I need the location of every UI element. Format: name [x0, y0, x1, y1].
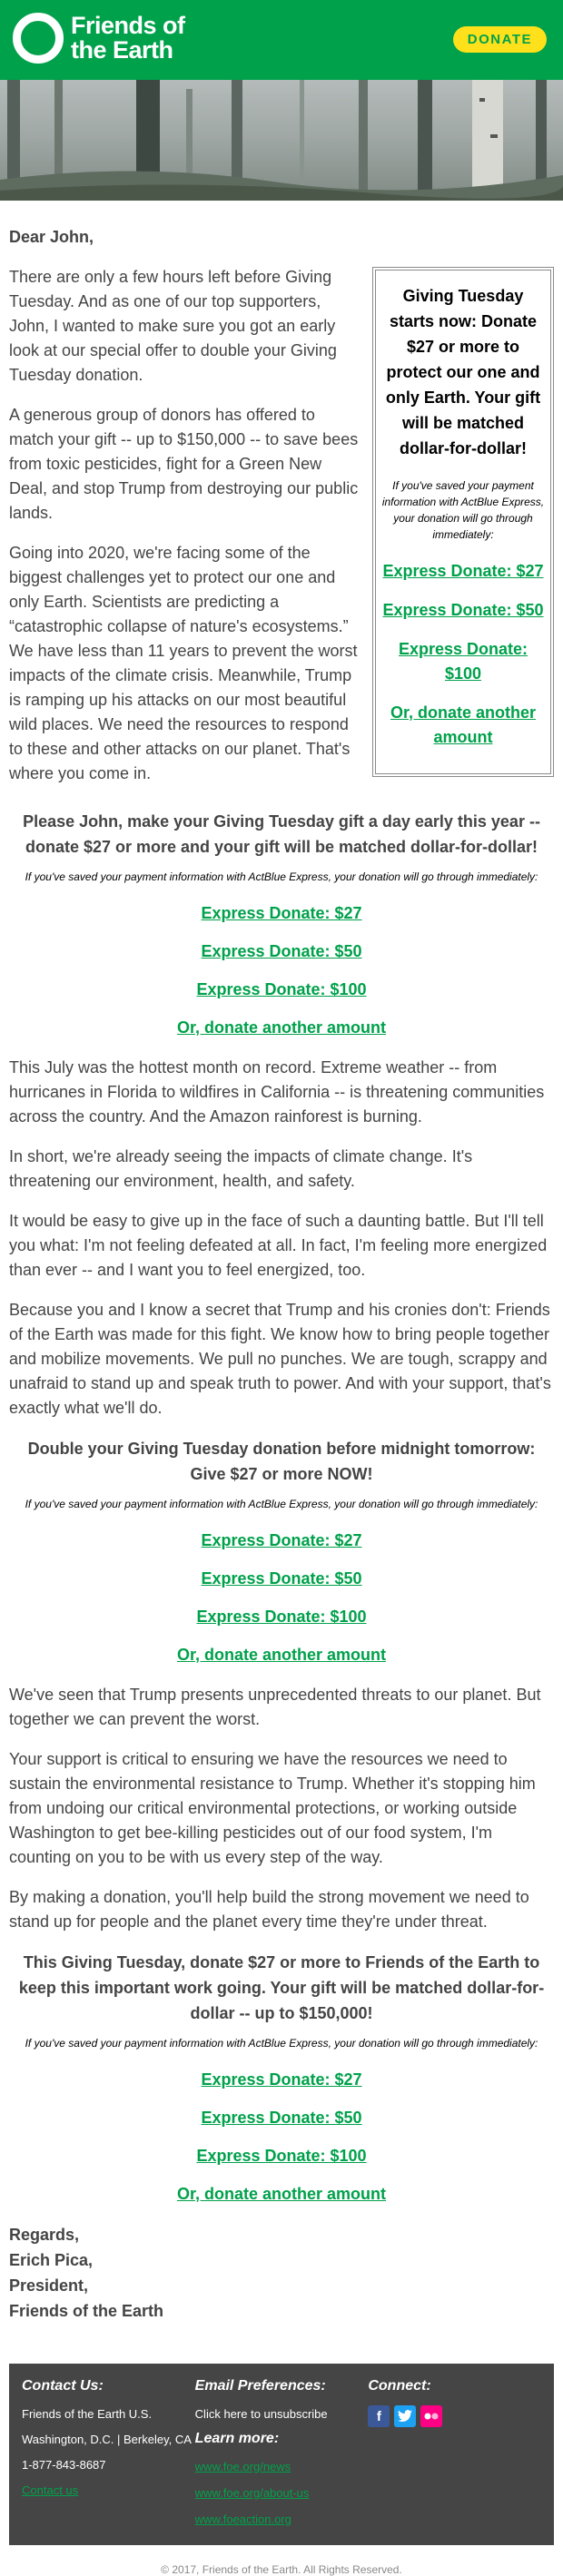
late-paragraph-3: By making a donation, you'll help build the strong movement we need to stand up for people and the planet every time they're under threat.: [9, 1888, 529, 1931]
mid-paragraph-2: In short, we're already seeing the impacts of climate change. It's threatening our environment, health, and safety.: [9, 1147, 473, 1190]
cta-3-express-donate-100[interactable]: Express Donate: $100: [196, 2147, 367, 2165]
footer-learn-link-action[interactable]: www.foeaction.org: [194, 2512, 291, 2526]
intro-paragraph-1: There are only a few hours left before Giving Tuesday. And as one of our top supporters, John, I wanted to make sure you got an early look at our special offer to double your Giving Tuesday donation.: [9, 268, 337, 384]
logo-ring-icon: [13, 13, 64, 64]
header: [0, 0, 563, 80]
footer-unsubscribe-link[interactable]: Click here to unsubscribe: [194, 2407, 328, 2421]
mid-paragraph-4: Because you and I know a secret that Trump and his cronies don't: Friends of the Earth was made for this fight. We know how to bring people together and mobilize movements. We pull no punches. We are tough, scrappy and unafraid to stand up and speak truth to power. And with your support, that's exactly what we'll do.: [9, 1301, 551, 1417]
sidebar-express-donate-27[interactable]: Express Donate: $27: [382, 562, 544, 580]
footer-phone: 1-877-843-8687: [22, 2458, 106, 2472]
hero-forest-image: [0, 80, 563, 201]
cta-2-express-donate-50[interactable]: Express Donate: $50: [201, 1569, 362, 1588]
cta-block-3: [9, 2035, 554, 2204]
sidebar-donate-other-amount[interactable]: Or, donate another amount: [390, 703, 537, 746]
logo-text: [71, 14, 252, 63]
signoff-regards: Regards,: [9, 2226, 80, 2244]
sidebar-express-donate-50[interactable]: Express Donate: $50: [382, 601, 544, 619]
cta-1-note: If you've saved your payment information with ActBlue Express, your donation will go through immediately:: [25, 870, 538, 883]
cta-2-express-donate-100[interactable]: Express Donate: $100: [196, 1608, 367, 1626]
cta-1-express-donate-27[interactable]: Express Donate: $27: [201, 904, 362, 922]
footer-learn-link-about[interactable]: www.foe.org/about-us: [194, 2486, 310, 2500]
cta-2-donate-other-amount[interactable]: Or, donate another amount: [176, 1646, 387, 1664]
forest-illustration: [0, 80, 563, 201]
intro-paragraph-2: A generous group of donors has offered to match your gift -- up to $150,000 -- to save bees from toxic pesticides, fight for a Green New Deal, and stop Trump from destroying our public lands.: [9, 406, 359, 522]
cta-2-note: If you've saved your payment information with ActBlue Express, your donation will go through immediately:: [25, 1498, 538, 1510]
cta-1-donate-other-amount[interactable]: Or, donate another amount: [176, 1018, 387, 1037]
flickr-icon[interactable]: [420, 2405, 442, 2427]
footer-location: Washington, D.C. | Berkeley, CA: [22, 2433, 192, 2446]
late-paragraph-2: Your support is critical to ensuring we have the resources we need to sustain the environmental resistance to Trump. Whether it's stopping him from undoing our critical environmental protections, or working outside Washington to get bee-killing pesticides out of our food system, I'm counting on you to be with us every step of the way.: [9, 1750, 536, 1866]
logo-line-1: Friends of: [71, 12, 185, 39]
signoff-org: Friends of the Earth: [9, 2302, 164, 2320]
signoff: [9, 2222, 554, 2324]
footer-connect-heading: Connect:: [368, 2378, 431, 2394]
mid-paragraph-1: This July was the hottest month on record. Extreme weather -- from hurricanes in Florida to wildfires in California -- is threatening communities across the country. And the Amazon rainforest is burning.: [9, 1058, 545, 1126]
sidebar-title: Giving Tuesday starts now: Donate $27 or more to protect our one and only Earth. Your gift will be matched dollar-for-dollar!: [385, 287, 541, 457]
greeting: Dear John,: [9, 228, 94, 246]
cta-2-express-donate-27[interactable]: Express Donate: $27: [201, 1531, 362, 1549]
cta-3-donate-other-amount[interactable]: Or, donate another amount: [176, 2185, 387, 2203]
footer-learn-heading: Learn more:: [194, 2431, 280, 2446]
footer-email-heading: Email Preferences:: [194, 2378, 326, 2394]
signoff-name: Erich Pica,: [9, 2251, 94, 2269]
footer: [9, 2364, 554, 2545]
donate-button[interactable]: DONATE: [453, 26, 547, 53]
social-icons: [368, 2405, 541, 2427]
mid-paragraph-3: It would be easy to give up in the face of such a daunting battle. But I'll tell you what: I'm not feeling defeated at all. In fact, I'm feeling more energized than ever -- and I want you to feel energized, too.: [9, 1212, 548, 1279]
cta-3-express-donate-50[interactable]: Express Donate: $50: [201, 2109, 362, 2127]
logo-line-2: the Earth: [71, 36, 173, 64]
cta-3-express-donate-27[interactable]: Express Donate: $27: [201, 2070, 362, 2089]
appeal-1: Please John, make your Giving Tuesday gift a day early this year -- donate $27 or more and your gift will be matched dollar-for-dollar!: [23, 812, 540, 856]
cta-3-note: If you've saved your payment information with ActBlue Express, your donation will go through immediately:: [25, 2037, 538, 2050]
footer-contact: [22, 2378, 195, 2534]
footer-org: Friends of the Earth U.S.: [22, 2407, 153, 2421]
cta-block-1: [9, 869, 554, 1037]
twitter-icon[interactable]: [394, 2405, 416, 2427]
signoff-title: President,: [9, 2276, 89, 2295]
logo[interactable]: [13, 13, 252, 64]
appeal-3: This Giving Tuesday, donate $27 or more to Friends of the Earth to keep this important work going. Your gift will be matched dollar-for-dollar -- up to $150,000!: [18, 1953, 545, 2022]
facebook-icon[interactable]: f: [368, 2405, 390, 2427]
footer-email-prefs: [195, 2378, 369, 2534]
sidebar-express-donate-100[interactable]: Express Donate: $100: [398, 640, 528, 683]
late-paragraph-1: We've seen that Trump presents unprecedented threats to our planet. But together we can prevent the worst.: [9, 1686, 541, 1728]
footer-contact-link[interactable]: Contact us: [22, 2483, 79, 2497]
sidebar-donate-box: [372, 267, 554, 777]
appeal-2: Double your Giving Tuesday donation before midnight tomorrow: Give $27 or more NOW!: [27, 1440, 536, 1483]
footer-connect: [368, 2378, 541, 2534]
footer-learn-link-news[interactable]: www.foe.org/news: [194, 2460, 291, 2473]
copyright: © 2017, Friends of the Earth. All Rights Reserved.: [161, 2563, 402, 2576]
cta-1-express-donate-50[interactable]: Express Donate: $50: [201, 942, 362, 960]
cta-block-2: [9, 1496, 554, 1665]
cta-1-express-donate-100[interactable]: Express Donate: $100: [196, 980, 367, 998]
sidebar-note: If you've saved your payment information with ActBlue Express, your donation will go through immediately:: [381, 479, 545, 541]
intro-paragraph-3: Going into 2020, we're facing some of the biggest challenges yet to protect our one and only Earth. Scientists are predicting a “catastrophic collapse of nature's ecosystems.” We have less than 11 years to prevent the worst impacts of the climate crisis. Meanwhile, Trump is ramping up his attacks on our most beautiful wild places. We need the resources to respond to these and other attacks on our planet. That's where you come in.: [9, 544, 358, 782]
footer-contact-heading: Contact Us:: [22, 2378, 104, 2394]
